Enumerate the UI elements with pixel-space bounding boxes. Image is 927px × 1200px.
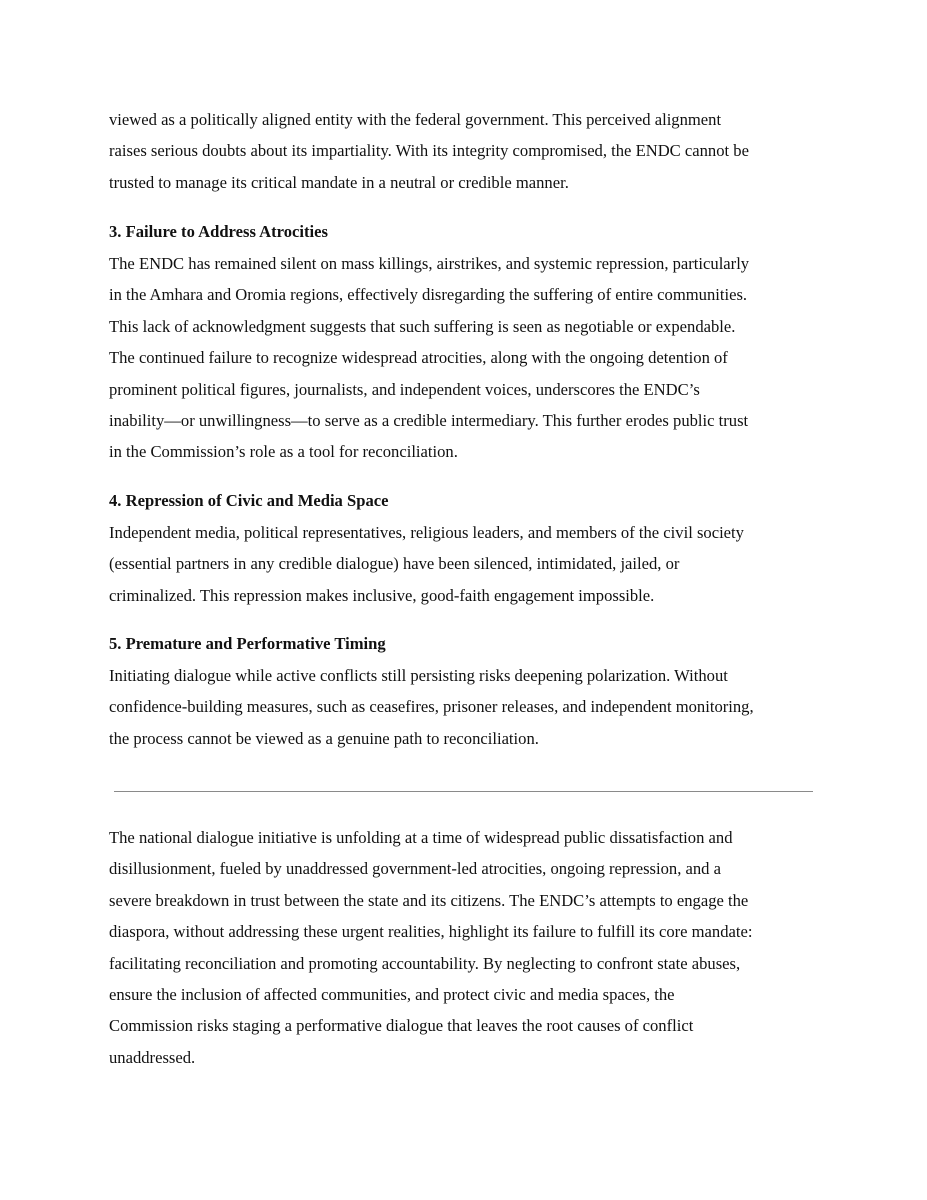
conclusion-paragraph: The national dialogue initiative is unfolding at a time of widespread public dissatisfaction and disillusionment, fueled by unaddressed government-led atrocities, ongoing repression, and a severe breakdown in trust between the state and its citizens. The ENDC’s attempts to engage the diaspora, without addressing these urgent realities, highlight its failure to fulfill its core mandate: facilitating reconciliation and promoting accountability. By neglecting to confront state abuses, ensure the inclusion of affected communities, and protect civic and media spaces, the Commission risks staging a performative dialogue that leaves the root causes of conflict unaddressed. bbox=[109, 828, 753, 1067]
section-body-3: The ENDC has remained silent on mass killings, airstrikes, and systemic repression, particularly in the Amhara and Oromia regions, effectively disregarding the suffering of entire communities. This lack of acknowledgment suggests that such suffering is seen as negotiable or expendable. The continued failure to recognize widespread atrocities, along with the ongoing detention of prominent political figures, journalists, and independent voices, underscores the ENDC’s inability—or unwillingness—to serve as a credible intermediary. This further erodes public trust in the Commission’s role as a tool for reconciliation. bbox=[109, 254, 750, 462]
section-heading-4: 4. Repression of Civic and Media Space bbox=[109, 491, 389, 510]
horizontal-divider bbox=[114, 791, 813, 792]
section-body-4: Independent media, political representatives, religious leaders, and members of the civil society (essential partners in any credible dialogue) have been silenced, intimidated, jailed, or criminalized. This repression makes inclusive, good-faith engagement impossible. bbox=[109, 523, 744, 605]
section-body-5: Initiating dialogue while active conflicts still persisting risks deepening polarization. Without confidence-building measures, such as ceasefires, prisoner releases, and independent monitoring, the process cannot be viewed as a genuine path to reconciliation. bbox=[109, 666, 754, 748]
intro-paragraph: viewed as a politically aligned entity with the federal government. This perceived alignment raises serious doubts about its impartiality. With its integrity compromised, the ENDC cannot be trusted to manage its critical mandate in a neutral or credible manner. bbox=[109, 110, 749, 192]
section-heading-5: 5. Premature and Performative Timing bbox=[109, 634, 386, 653]
section-heading-3: 3. Failure to Address Atrocities bbox=[109, 222, 328, 241]
